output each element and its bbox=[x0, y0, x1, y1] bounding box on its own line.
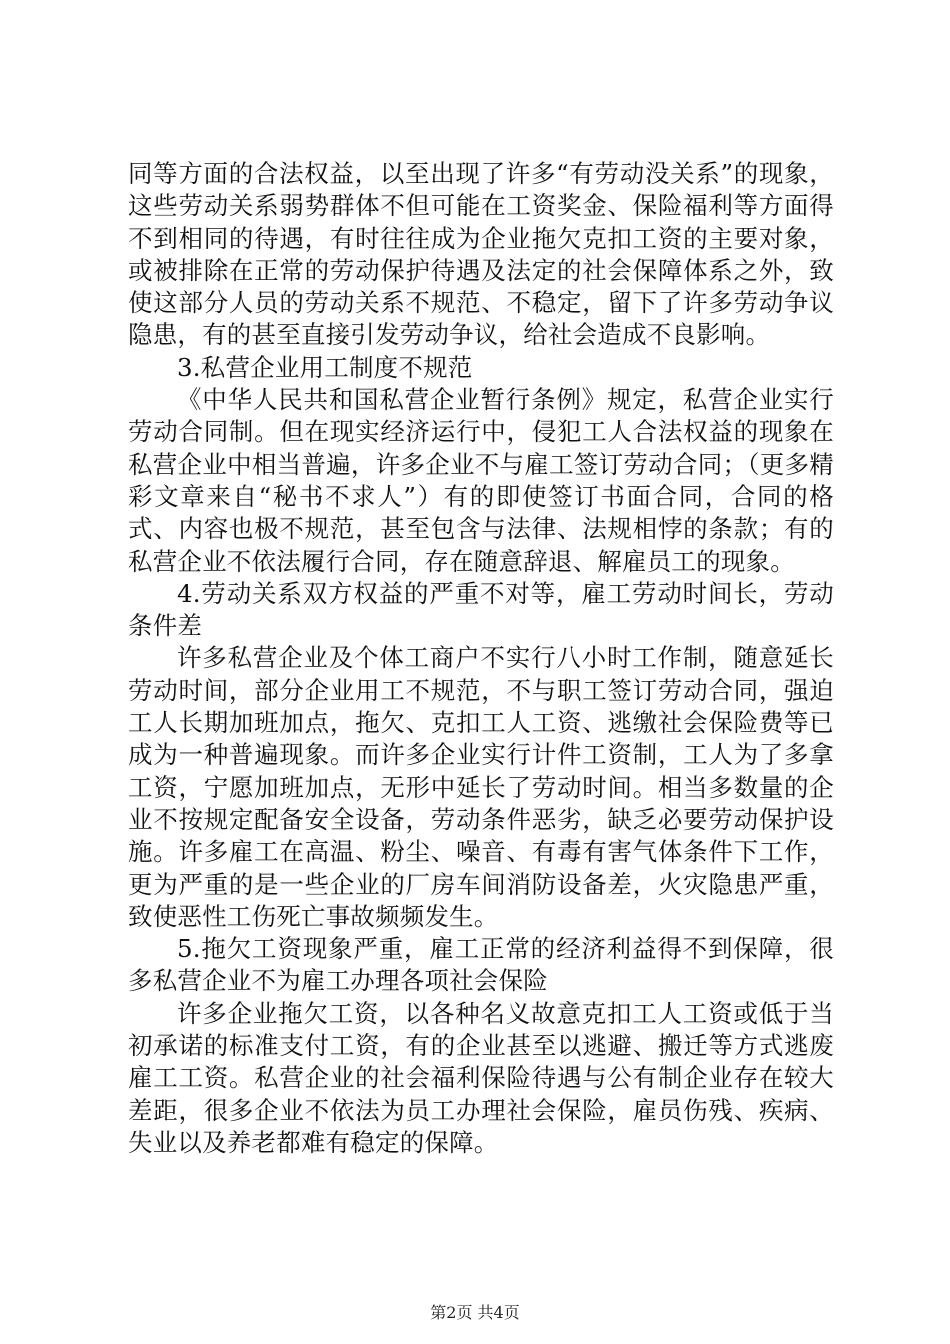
paragraph-section-5: 许多企业拖欠工资，以各种名义故意克扣工人工资或低于当初承诺的标准支付工资，有的企业甚至以逃避、搬迁等方式逃废雇工工资。私营企业的社会福利保险待遇与公有制企业存在较大差距，很多企业不依法为员工办理社会保险，雇员伤残、疾病、失业以及养老都难有稳定的保障。 bbox=[128, 998, 834, 1157]
paragraph-section-3: 《中华人民共和国私营企业暂行条例》规定，私营企业实行劳动合同制。但在现实经济运行中，侵犯工人合法权益的现象在私营企业中相当普遍，许多企业不与雇工签订劳动合同；（更多精彩文章来自“秘书不求人”）有的即使签订书面合同，合同的格式、内容也极不规范，甚至包含与法律、法规相悖的条款；有的私营企业不依法履行合同，存在随意辞退、解雇员工的现象。 bbox=[128, 385, 834, 576]
section-heading-3: 3.私营企业用工制度不规范 bbox=[177, 352, 473, 382]
page-number-footer: 第2页 共4页 bbox=[430, 1303, 520, 1322]
document-body bbox=[128, 158, 834, 1159]
paragraph-continuation: 同等方面的合法权益，以至出现了许多“有劳动没关系”的现象，这些劳动关系弱势群体不但可能在工资奖金、保险福利等方面得不到相同的待遇，有时往往成为企业拖欠克扣工资的主要对象，或被排除在正常的劳动保护待遇及法定的社会保障体系之外，致使这部分人员的劳动关系不规范、不稳定，留下了许多劳动争议隐患，有的甚至直接引发劳动争议，给社会造成不良影响。 bbox=[128, 159, 834, 350]
paragraph-section-4: 许多私营企业及个体工商户不实行八小时工作制，随意延长劳动时间，部分企业用工不规范，不与职工签订劳动合同，强迫工人长期加班加点，拖欠、克扣工人工资、逃缴社会保险费等已成为一种普遍现象。而许多企业实行计件工资制，工人为了多拿工资，宁愿加班加点，无形中延长了劳动时间。相当多数量的企业不按规定配备安全设备，劳动条件恶劣，缺乏必要劳动保护设施。许多雇工在高温、粉尘、噪音、有毒有害气体条件下工作，更为严重的是一些企业的厂房车间消防设备差，火灾隐患严重，致使恶性工伤死亡事故频频发生。 bbox=[128, 643, 834, 931]
section-heading-5: 5.拖欠工资现象严重，雇工正常的经济利益得不到保障，很多私营企业不为雇工办理各项社会保险 bbox=[128, 934, 834, 996]
section-heading-4: 4.劳动关系双方权益的严重不对等，雇工劳动时间长，劳动条件差 bbox=[128, 578, 834, 641]
